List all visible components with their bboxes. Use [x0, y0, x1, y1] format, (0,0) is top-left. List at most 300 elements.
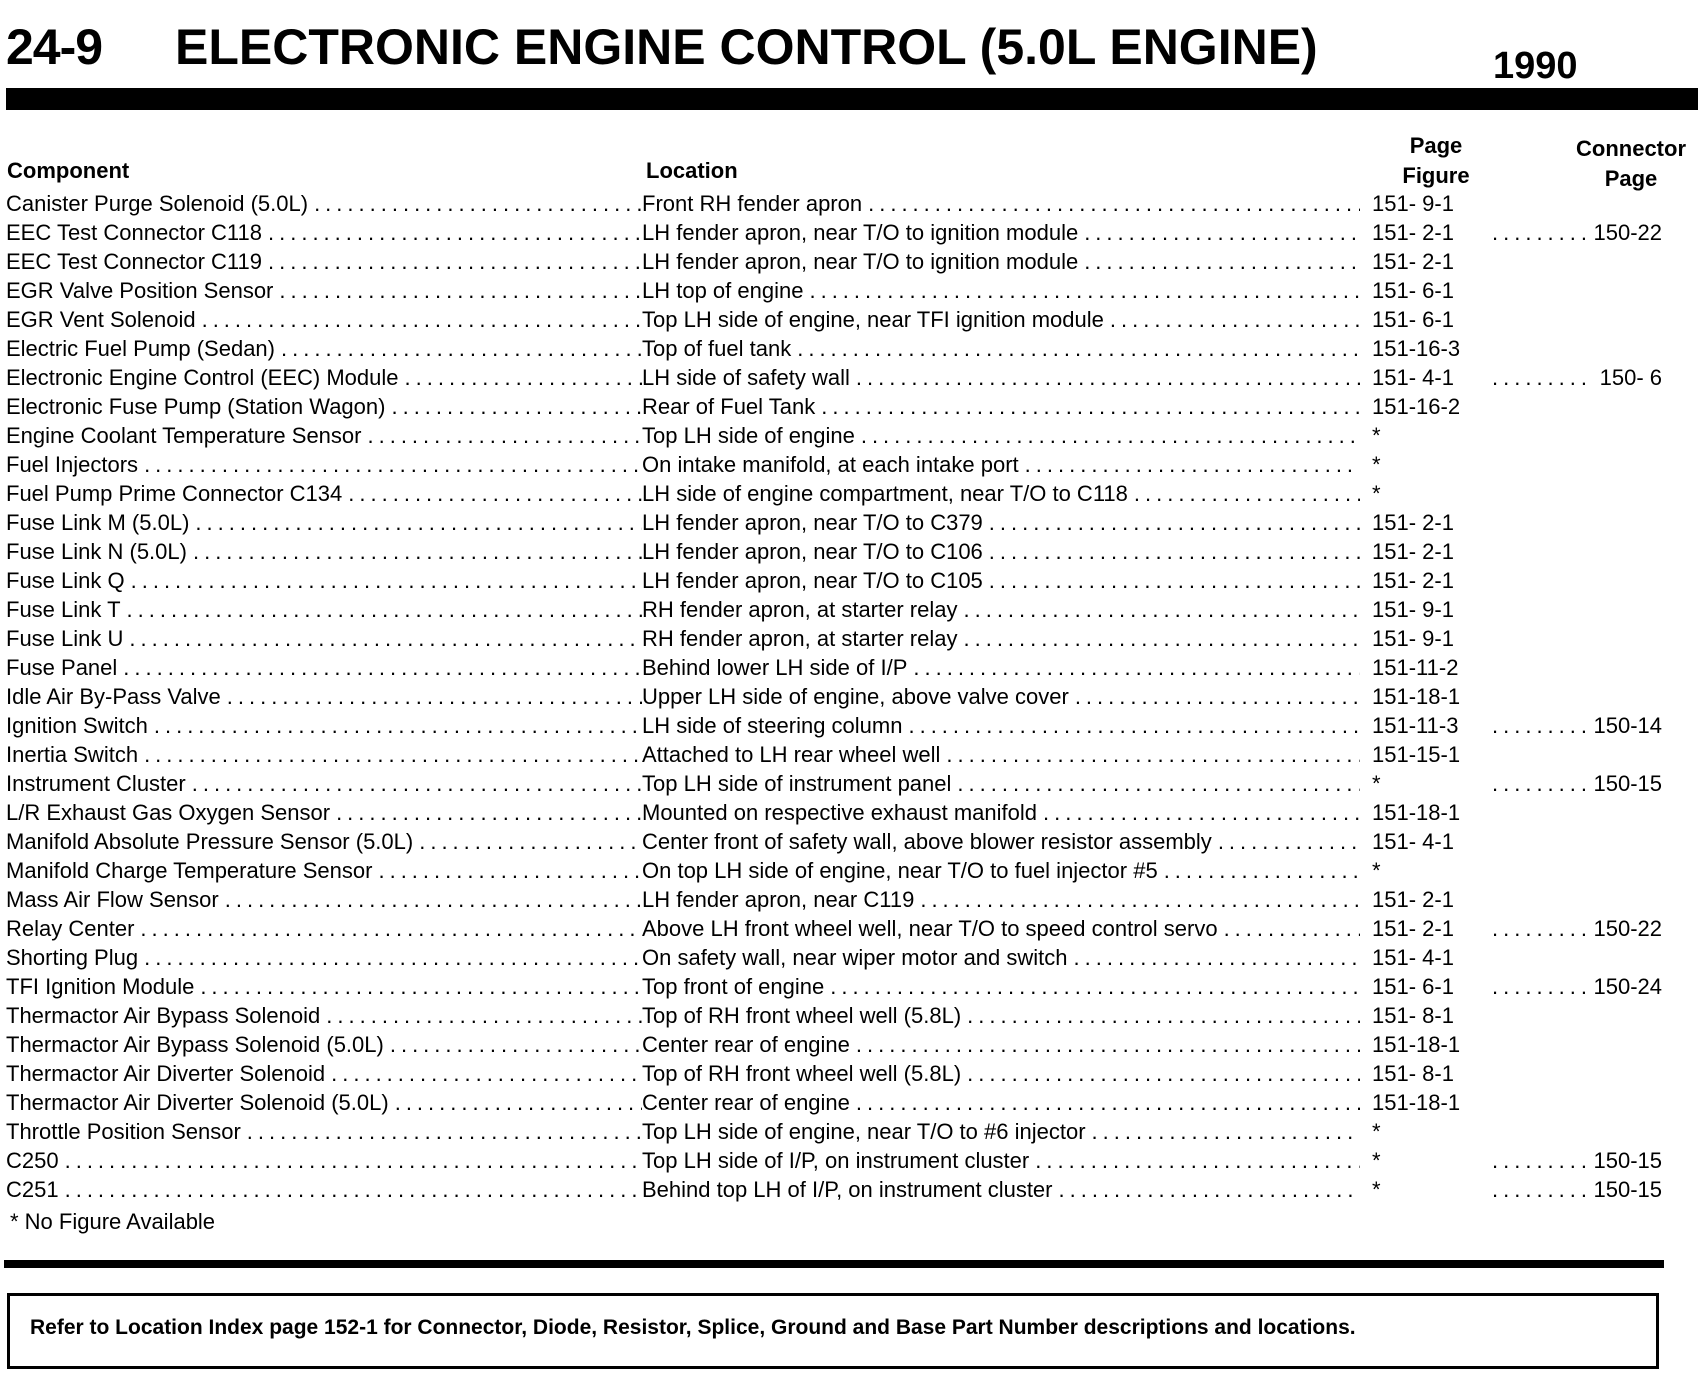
component-cell [6, 566, 642, 595]
leader-dots [1074, 943, 1360, 972]
leader-dots [405, 363, 642, 392]
leader-dots [957, 769, 1360, 798]
figure-reference: 151-16-3 [1372, 336, 1461, 361]
component-name: EEC Test Connector C118 [6, 220, 262, 245]
leader-dots [1164, 856, 1360, 885]
figure-reference: 151- 9-1 [1372, 626, 1454, 651]
leader-dots [378, 856, 642, 885]
location-text: Behind lower LH side of I/P [642, 655, 908, 680]
leader-dots [144, 943, 642, 972]
leader-dots [1134, 479, 1360, 508]
component-name: Electronic Engine Control (EEC) Module [6, 365, 399, 390]
component-cell [6, 798, 642, 827]
model-year: 1990 [1493, 45, 1578, 87]
leader-dots [1492, 769, 1587, 798]
location-text: LH fender apron, near T/O to C106 [642, 539, 983, 564]
table-row [0, 827, 1706, 856]
location-cell [642, 218, 1360, 247]
component-name: EGR Vent Solenoid [6, 307, 196, 332]
figure-reference: * [1372, 858, 1381, 883]
figure-reference: 151- 6-1 [1372, 278, 1454, 303]
leader-dots [797, 334, 1360, 363]
component-name: Relay Center [6, 916, 135, 941]
figure-reference: 151-11-3 [1372, 713, 1459, 738]
figure-reference: * [1372, 423, 1381, 448]
table-row [0, 943, 1706, 972]
location-text: LH fender apron, near T/O to C105 [642, 568, 983, 593]
component-cell [6, 1117, 642, 1146]
component-cell [6, 711, 642, 740]
location-text: On safety wall, near wiper motor and switch [642, 945, 1068, 970]
table-row [0, 363, 1706, 392]
figure-reference: * [1372, 481, 1381, 506]
component-name: Thermactor Air Diverter Solenoid (5.0L) [6, 1090, 389, 1115]
figure-cell [1360, 1117, 1492, 1146]
location-text: Upper LH side of engine, above valve cover [642, 684, 1069, 709]
connector-cell [1492, 769, 1662, 798]
figure-cell [1360, 740, 1492, 769]
component-name: EEC Test Connector C119 [6, 249, 262, 274]
location-cell [642, 1059, 1360, 1088]
component-cell [6, 1146, 642, 1175]
leader-dots [913, 653, 1360, 682]
leader-dots [227, 682, 642, 711]
location-cell [642, 1088, 1360, 1117]
location-cell [642, 392, 1360, 421]
location-text: Attached to LH rear wheel well [642, 742, 941, 767]
location-cell [642, 711, 1360, 740]
leader-dots [65, 1175, 642, 1204]
footer-rule [4, 1260, 1664, 1268]
leader-dots [963, 624, 1360, 653]
leader-dots [1035, 1146, 1360, 1175]
leader-dots [65, 1146, 642, 1175]
leader-dots [268, 218, 642, 247]
component-cell [6, 276, 642, 305]
location-text: Mounted on respective exhaust manifold [642, 800, 1038, 825]
figure-cell [1360, 972, 1492, 1001]
leader-dots [279, 276, 642, 305]
location-cell [642, 305, 1360, 334]
figure-cell [1360, 421, 1492, 450]
component-cell [6, 1175, 642, 1204]
leader-dots [348, 479, 642, 508]
leader-dots [395, 1088, 642, 1117]
figure-cell [1360, 1001, 1492, 1030]
figure-cell [1360, 653, 1492, 682]
figure-reference: 151- 4-1 [1372, 945, 1454, 970]
table-row [0, 1175, 1706, 1204]
component-name: EGR Valve Position Sensor [6, 278, 274, 303]
leader-dots [989, 508, 1360, 537]
connector-page: 150-15 [1593, 771, 1662, 796]
component-cell [6, 740, 642, 769]
figure-cell [1360, 885, 1492, 914]
connector-page: 150-22 [1593, 220, 1662, 245]
leader-dots [908, 711, 1360, 740]
location-cell [642, 363, 1360, 392]
leader-dots [281, 334, 642, 363]
location-text: Top LH side of I/P, on instrument cluster [642, 1148, 1030, 1173]
component-cell [6, 1001, 642, 1030]
leader-dots [195, 508, 642, 537]
table-row [0, 769, 1706, 798]
location-text: Top front of engine [642, 974, 825, 999]
leader-dots [1492, 1175, 1587, 1204]
component-name: Fuse Link T [6, 597, 121, 622]
leader-dots [1492, 914, 1587, 943]
component-cell [6, 682, 642, 711]
location-text: LH fender apron, near T/O to ignition module [642, 249, 1079, 274]
component-cell [6, 218, 642, 247]
page-title: ELECTRONIC ENGINE CONTROL (5.0L ENGINE) [175, 19, 1318, 75]
component-cell [6, 769, 642, 798]
leader-dots [821, 392, 1360, 421]
location-cell [642, 827, 1360, 856]
figure-cell [1360, 682, 1492, 711]
component-name: Instrument Cluster [6, 771, 186, 796]
figure-cell [1360, 305, 1492, 334]
leader-dots [1059, 1175, 1361, 1204]
location-text: RH fender apron, at starter relay [642, 626, 958, 651]
component-name: C251 [6, 1177, 59, 1202]
figure-reference: * [1372, 1177, 1381, 1202]
leader-dots [1110, 305, 1360, 334]
location-text: Top of fuel tank [642, 336, 792, 361]
figure-reference: 151- 4-1 [1372, 365, 1454, 390]
component-name: Shorting Plug [6, 945, 139, 970]
figure-reference: 151- 2-1 [1372, 568, 1454, 593]
leader-dots [127, 595, 642, 624]
figure-cell [1360, 1175, 1492, 1204]
location-text: LH side of steering column [642, 713, 903, 738]
table-row [0, 1030, 1706, 1059]
connector-cell [1492, 218, 1662, 247]
location-cell [642, 740, 1360, 769]
location-cell [642, 653, 1360, 682]
leader-dots [367, 421, 642, 450]
figure-cell [1360, 218, 1492, 247]
component-table [0, 189, 1706, 1204]
leader-dots [192, 769, 642, 798]
location-text: Rear of Fuel Tank [642, 394, 816, 419]
component-name: Fuel Pump Prime Connector C134 [6, 481, 343, 506]
component-name: Fuse Link N (5.0L) [6, 539, 187, 564]
location-cell [642, 247, 1360, 276]
location-cell [642, 769, 1360, 798]
figure-reference: 151- 8-1 [1372, 1061, 1454, 1086]
figure-cell [1360, 247, 1492, 276]
leader-dots [809, 276, 1360, 305]
figure-reference: 151-16-2 [1372, 394, 1461, 419]
page-number: 24-9 [6, 19, 103, 75]
leader-dots [946, 740, 1360, 769]
location-cell [642, 189, 1360, 218]
leader-dots [963, 595, 1360, 624]
leader-dots [331, 1059, 642, 1088]
component-name: Engine Coolant Temperature Sensor [6, 423, 362, 448]
component-name: Inertia Switch [6, 742, 139, 767]
table-row [0, 421, 1706, 450]
leader-dots [247, 1117, 642, 1146]
leader-dots [989, 537, 1360, 566]
location-text: LH top of engine [642, 278, 804, 303]
location-text: Top LH side of engine, near T/O to #6 injector [642, 1119, 1086, 1144]
location-cell [642, 334, 1360, 363]
figure-cell [1360, 943, 1492, 972]
location-text: Top LH side of instrument panel [642, 771, 952, 796]
reference-note: Refer to Location Index page 152-1 for Connector, Diode, Resistor, Splice, Ground and Base Part Number descriptions and locations. [30, 1316, 1356, 1339]
leader-dots [1224, 914, 1360, 943]
component-cell [6, 624, 642, 653]
table-row [0, 740, 1706, 769]
figure-cell [1360, 856, 1492, 885]
location-text: LH fender apron, near T/O to C379 [642, 510, 983, 535]
location-text: On intake manifold, at each intake port [642, 452, 1019, 477]
component-cell [6, 189, 642, 218]
leader-dots [1218, 827, 1360, 856]
table-row [0, 1117, 1706, 1146]
location-text: LH side of safety wall [642, 365, 850, 390]
leader-dots [830, 972, 1360, 1001]
location-text: Above LH front wheel well, near T/O to speed control servo [642, 916, 1218, 941]
figure-reference: 151- 9-1 [1372, 597, 1454, 622]
component-cell [6, 421, 642, 450]
component-cell [6, 827, 642, 856]
leader-dots [268, 247, 642, 276]
column-header-connector-page-line1: Connector [1576, 136, 1686, 161]
connector-cell [1492, 363, 1662, 392]
component-cell [6, 943, 642, 972]
location-text: Behind top LH of I/P, on instrument cluster [642, 1177, 1053, 1202]
component-name: L/R Exhaust Gas Oxygen Sensor [6, 800, 331, 825]
component-name: Throttle Position Sensor [6, 1119, 241, 1144]
figure-reference: 151-18-1 [1372, 1090, 1461, 1115]
connector-page: 150-14 [1593, 713, 1662, 738]
leader-dots [131, 566, 642, 595]
figure-cell [1360, 450, 1492, 479]
figure-cell [1360, 1088, 1492, 1117]
component-name: Thermactor Air Bypass Solenoid (5.0L) [6, 1032, 384, 1057]
component-cell [6, 1059, 642, 1088]
leader-dots [1492, 363, 1594, 392]
leader-dots [326, 1001, 642, 1030]
location-cell [642, 479, 1360, 508]
location-text: LH fender apron, near T/O to ignition module [642, 220, 1079, 245]
component-name: Manifold Absolute Pressure Sensor (5.0L) [6, 829, 414, 854]
leader-dots [1084, 247, 1360, 276]
location-cell [642, 595, 1360, 624]
location-cell [642, 798, 1360, 827]
column-header-page-figure-line2: Figure [1402, 163, 1470, 188]
component-name: Ignition Switch [6, 713, 148, 738]
table-row [0, 450, 1706, 479]
column-header-component: Component [7, 158, 130, 183]
location-cell [642, 421, 1360, 450]
location-cell [642, 624, 1360, 653]
leader-dots [1492, 972, 1587, 1001]
component-name: Fuse Link Q [6, 568, 125, 593]
location-text: On top LH side of engine, near T/O to fuel injector #5 [642, 858, 1158, 883]
table-row [0, 218, 1706, 247]
table-row [0, 972, 1706, 1001]
location-text: Top of RH front wheel well (5.8L) [642, 1003, 962, 1028]
location-cell [642, 682, 1360, 711]
location-text: Center front of safety wall, above blower resistor assembly [642, 829, 1212, 854]
table-row [0, 566, 1706, 595]
location-cell [642, 856, 1360, 885]
component-name: Electronic Fuse Pump (Station Wagon) [6, 394, 386, 419]
component-cell [6, 363, 642, 392]
column-header-connector-page-line2: Page [1604, 166, 1658, 191]
table-row [0, 508, 1706, 537]
component-name: Electric Fuel Pump (Sedan) [6, 336, 275, 361]
leader-dots [123, 653, 642, 682]
component-cell [6, 334, 642, 363]
component-name: Fuse Link M (5.0L) [6, 510, 190, 535]
component-cell [6, 885, 642, 914]
table-row [0, 624, 1706, 653]
table-row [0, 856, 1706, 885]
figure-reference: * [1372, 1148, 1381, 1173]
leader-dots [391, 392, 642, 421]
connector-cell [1492, 1175, 1662, 1204]
table-row [0, 537, 1706, 566]
location-cell [642, 450, 1360, 479]
figure-reference: 151- 9-1 [1372, 191, 1454, 216]
component-cell [6, 305, 642, 334]
figure-cell [1360, 508, 1492, 537]
figure-reference: 151- 2-1 [1372, 249, 1454, 274]
table-row [0, 334, 1706, 363]
connector-page: 150-22 [1593, 916, 1662, 941]
column-header-page-figure-line1: Page [1409, 133, 1463, 158]
connector-page: 150-15 [1593, 1177, 1662, 1202]
leader-dots [419, 827, 642, 856]
component-cell [6, 479, 642, 508]
figure-cell [1360, 392, 1492, 421]
leader-dots [193, 537, 642, 566]
leader-dots [1043, 798, 1360, 827]
component-cell [6, 392, 642, 421]
component-name: Fuel Injectors [6, 452, 139, 477]
figure-reference: 151- 8-1 [1372, 1003, 1454, 1028]
figure-cell [1360, 827, 1492, 856]
component-name: Fuse Panel [6, 655, 118, 680]
figure-reference: 151-15-1 [1372, 742, 1461, 767]
component-cell [6, 450, 642, 479]
reference-box [7, 1293, 1659, 1369]
figure-reference: * [1372, 1119, 1381, 1144]
leader-dots [336, 798, 642, 827]
connector-cell [1492, 914, 1662, 943]
figure-cell [1360, 914, 1492, 943]
location-text: Center rear of engine [642, 1032, 850, 1057]
figure-reference: 151-11-2 [1372, 655, 1459, 680]
location-text: RH fender apron, at starter relay [642, 597, 958, 622]
component-name: Manifold Charge Temperature Sensor [6, 858, 373, 883]
leader-dots [1075, 682, 1360, 711]
figure-cell [1360, 189, 1492, 218]
component-cell [6, 1030, 642, 1059]
component-cell [6, 972, 642, 1001]
leader-dots [1025, 450, 1360, 479]
component-cell [6, 508, 642, 537]
location-cell [642, 885, 1360, 914]
table-row [0, 479, 1706, 508]
table-row [0, 595, 1706, 624]
connector-page: 150-24 [1593, 974, 1662, 999]
component-name: Mass Air Flow Sensor [6, 887, 219, 912]
location-text: Top of RH front wheel well (5.8L) [642, 1061, 962, 1086]
leader-dots [129, 624, 642, 653]
component-cell [6, 537, 642, 566]
component-cell [6, 856, 642, 885]
figure-reference: 151-18-1 [1372, 684, 1461, 709]
figure-reference: 151-18-1 [1372, 1032, 1461, 1057]
location-text: Front RH fender apron [642, 191, 863, 216]
leader-dots [314, 189, 642, 218]
column-header-connector-page [1566, 134, 1696, 194]
leader-dots [1084, 218, 1360, 247]
figure-cell [1360, 566, 1492, 595]
component-cell [6, 247, 642, 276]
location-cell [642, 537, 1360, 566]
component-cell [6, 1088, 642, 1117]
component-name: Idle Air By-Pass Valve [6, 684, 221, 709]
location-text: LH fender apron, near C119 [642, 887, 915, 912]
figure-cell [1360, 1146, 1492, 1175]
location-cell [642, 1030, 1360, 1059]
figure-reference: 151- 2-1 [1372, 916, 1454, 941]
figure-cell [1360, 479, 1492, 508]
table-row [0, 1146, 1706, 1175]
location-cell [642, 1001, 1360, 1030]
leader-dots [856, 1030, 1360, 1059]
figure-cell [1360, 363, 1492, 392]
table-row [0, 1088, 1706, 1117]
table-row [0, 1059, 1706, 1088]
component-name: Canister Purge Solenoid (5.0L) [6, 191, 309, 216]
figure-reference: 151- 6-1 [1372, 974, 1454, 999]
leader-dots [390, 1030, 642, 1059]
table-row [0, 885, 1706, 914]
figure-reference: 151- 4-1 [1372, 829, 1454, 854]
footnote: * No Figure Available [10, 1209, 216, 1234]
table-row [0, 653, 1706, 682]
location-cell [642, 972, 1360, 1001]
leader-dots [144, 740, 642, 769]
figure-reference: 151-18-1 [1372, 800, 1461, 825]
figure-reference: 151- 2-1 [1372, 539, 1454, 564]
table-row [0, 392, 1706, 421]
component-cell [6, 653, 642, 682]
location-text: Top LH side of engine, near TFI ignition module [642, 307, 1104, 332]
component-name: Thermactor Air Diverter Solenoid [6, 1061, 326, 1086]
leader-dots [967, 1001, 1360, 1030]
leader-dots [856, 363, 1360, 392]
figure-reference: 151- 6-1 [1372, 307, 1454, 332]
location-text: Top LH side of engine [642, 423, 855, 448]
location-cell [642, 1175, 1360, 1204]
column-header-page-figure [1386, 131, 1486, 191]
table-row [0, 798, 1706, 827]
component-name: TFI Ignition Module [6, 974, 195, 999]
figure-cell [1360, 1030, 1492, 1059]
location-cell [642, 1146, 1360, 1175]
leader-dots [989, 566, 1360, 595]
leader-dots [1092, 1117, 1360, 1146]
